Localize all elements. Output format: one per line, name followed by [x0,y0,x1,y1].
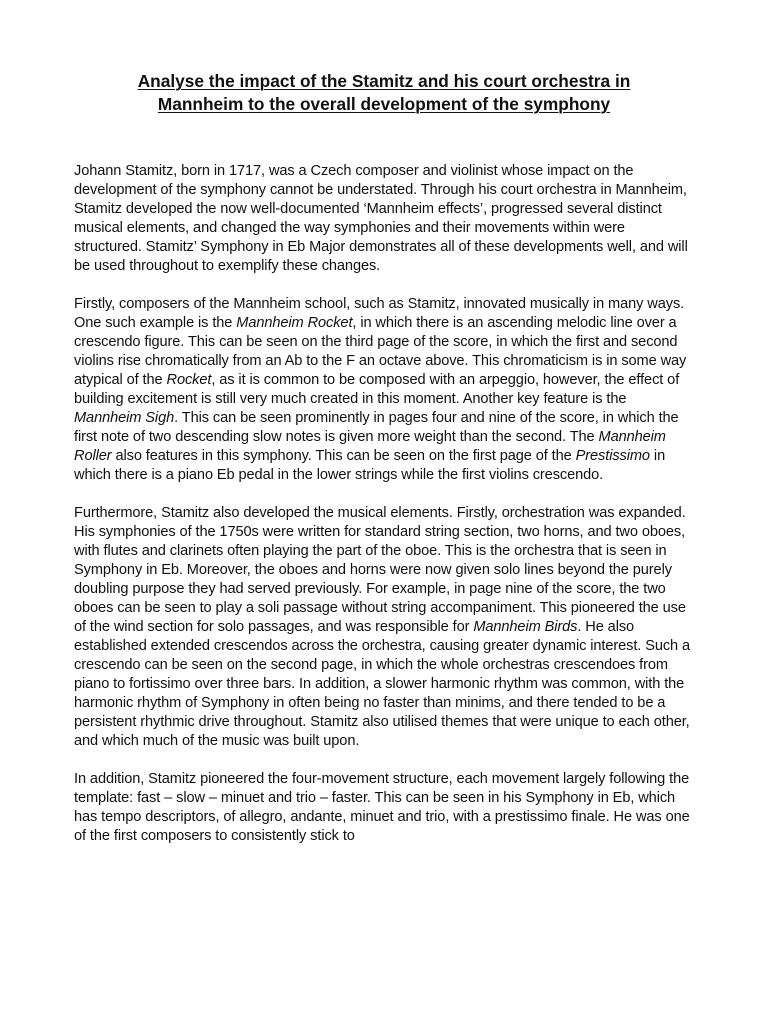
text-run: , as it is common to be composed with an arpeggio, however, the effect of building excitement is still very much created in this moment. Another key feature is the [74,372,680,407]
italic-term: Mannheim Rocket [236,315,353,331]
paragraph-four-movement-structure [74,770,694,846]
text-run: in which there is a piano Eb pedal in the lower strings while the first violins crescendo. [74,448,666,483]
italic-term: Prestissimo [575,448,650,464]
italic-term: Mannheim Roller [74,429,666,464]
text-run: also features in this symphony. This can be seen on the first page of the [111,448,576,464]
text-run: . This can be seen prominently in pages four and nine of the score, in which the first note of two descending slow notes is given more weight than the second. The [74,410,679,445]
text-run: Johann Stamitz, born in 1717, was a Czech composer and violinist whose impact on the development of the symphony cannot be understated. Through his court orchestra in Mannheim, Stamitz developed the now well-documented ‘Mannheim effects’, progressed several distinct musical elements, and changed the way symphonies and their movements within were structured. Stamitz’ Symphony in Eb Major demonstrates all of these developments well, and will be used throughout to exemplify these changes. [74,163,688,274]
text-run: Furthermore, Stamitz also developed the musical elements. Firstly, orchestration was expanded. His symphonies of the 1750s were written for standard string section, two horns, and two oboes, with flutes and clarinets often playing the part of the oboe. This is the orchestra that is seen in Symphony in Eb. Moreover, the oboes and horns were now given solo lines beyond the purely doubling purpose they had served previously. For example, in page nine of the score, the two oboes can be seen to play a soli passage without string accompaniment. This pioneered the use of the wind section for solo passages, and was responsible for [74,505,686,635]
paragraph-mannheim-effects [74,295,694,485]
italic-term: Rocket [166,372,212,388]
text-run: Firstly, composers of the Mannheim school, such as Stamitz, innovated musically in many ways. One such example is the [74,296,685,331]
italic-term: Mannheim Birds [473,619,578,635]
text-run: , in which there is an ascending melodic line over a crescendo figure. This can be seen on the third page of the score, in which the first and second violins rise chromatically from an Ab to the F an octave above. This chromaticism is in some way atypical of the [74,315,687,388]
italic-term: Mannheim Sigh [74,410,175,426]
title-line-2: Mannheim to the overall development of the symphony [157,94,611,114]
text-run: In addition, Stamitz pioneered the four-movement structure, each movement largely following the template: fast – slow – minuet and trio – faster. This can be seen in his Symphony in Eb, which has tempo descriptors, of allegro, andante, minuet and trio, with a prestissimo finale. He was one of the first composers to consistently stick to [74,771,690,844]
text-run: . He also established extended crescendos across the orchestra, causing greater dynamic interest. Such a crescendo can be seen on the second page, in which the whole orchestras crescendoes from piano to fortissimo over three bars. In addition, a slower harmonic rhythm was common, with the harmonic rhythm of Symphony in often being no faster than minims, and there tended to be a persistent rhythmic drive throughout. Stamitz also utilised themes that were unique to each other, and which much of the music was built upon. [74,619,691,749]
essay-title [74,70,694,116]
paragraph-musical-elements [74,504,694,751]
title-line-1: Analyse the impact of the Stamitz and his court orchestra in [137,71,631,91]
paragraph-introduction [74,162,694,276]
